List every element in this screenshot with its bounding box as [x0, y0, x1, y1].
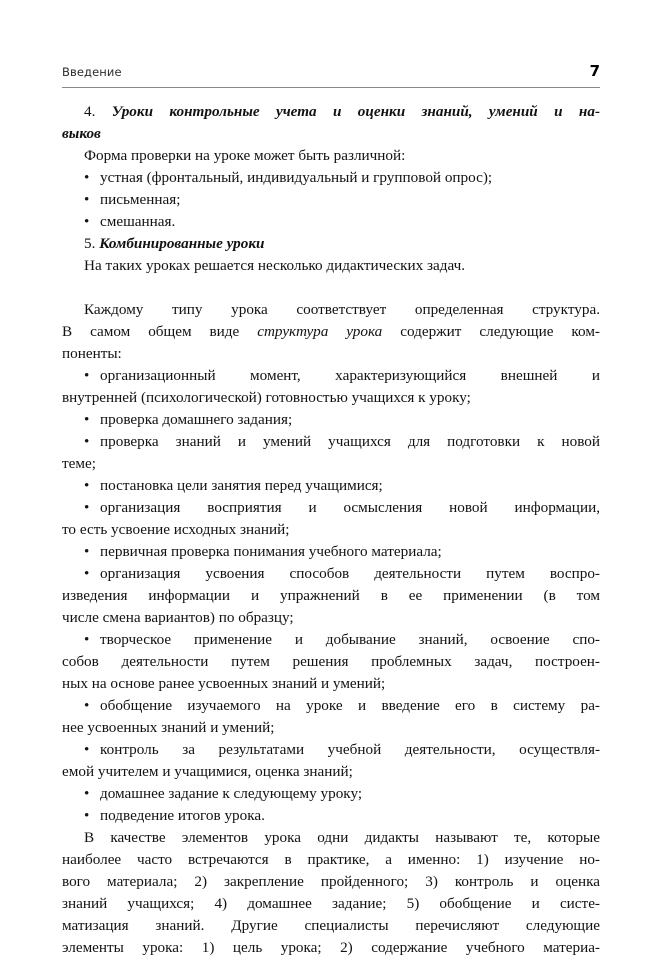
bullet-icon: • — [84, 543, 90, 560]
list-item-text: контроль за результатами учебной деятельности, осуществля- — [100, 741, 600, 758]
list-item-text: творческое применение и добывание знаний, освоение спо- — [100, 631, 600, 648]
list-item-text: организация усвоения способов деятельности путем воспро- — [100, 565, 600, 582]
bullet-icon: • — [84, 367, 90, 384]
list-item-text: домашнее задание к следующему уроку; — [100, 785, 363, 802]
list-item-text: подведение итогов урока. — [100, 807, 265, 824]
list-item-text: организационный момент, характеризующийся внешней и — [100, 367, 600, 384]
paragraph-structure-line-2-prefix: В самом общем виде — [62, 323, 258, 340]
section-5-heading — [62, 233, 600, 255]
paragraph-elements-line: вого материала; 2) закрепление пройденного; 3) контроль и оценка — [62, 873, 600, 890]
paragraph-elements-line: элементы урока: 1) цель урока; 2) содержание учебного материа- — [62, 939, 600, 956]
list-item-continuation: числе смена вариантов) по образцу; — [62, 609, 294, 626]
bullet-icon: • — [84, 807, 90, 824]
list-item — [62, 563, 600, 585]
list-item — [62, 167, 600, 189]
paragraph-elements-line: матизация знаний. Другие специалисты перечисляют следующие — [62, 917, 600, 934]
bullet-icon: • — [84, 499, 90, 516]
paragraph-structure-line-2-suffix: содержит следующие ком- — [382, 323, 600, 340]
list-item-text: устная (фронтальный, индивидуальный и групповой опрос); — [100, 169, 493, 186]
bullet-icon: • — [84, 565, 90, 582]
list-item-continuation: нее усвоенных знаний и умений; — [62, 719, 275, 736]
section-4-intro — [62, 145, 600, 167]
section-4-heading — [62, 101, 600, 145]
bullet-icon: • — [84, 169, 90, 186]
bullet-icon: • — [84, 433, 90, 450]
section-5-body-text: На таких уроках решается несколько дидактических задач. — [84, 257, 466, 274]
paragraph-gap — [62, 277, 600, 299]
paragraph-elements-line: наиболее часто встречаются в практике, а именно: 1) изучение но- — [62, 851, 600, 868]
list-item-continuation: то есть усвоение исходных знаний; — [62, 521, 290, 538]
list-item-text: первичная проверка понимания учебного материала; — [100, 543, 442, 560]
list-item — [62, 783, 600, 805]
header-rule — [62, 87, 600, 88]
list-item — [62, 431, 600, 453]
section-5-text — [62, 255, 600, 277]
running-header — [62, 62, 600, 80]
list-item-text: смешанная. — [100, 213, 176, 230]
paragraph-elements-line: знаний учащихся; 4) домашнее задание; 5) обобщение и систе- — [62, 895, 600, 912]
section-4-bullet-list — [62, 167, 600, 233]
paragraph-structure-line-1: Каждому типу урока соответствует определенная структура. — [84, 301, 600, 318]
bullet-icon: • — [84, 411, 90, 428]
bullet-icon: • — [84, 213, 90, 230]
list-item-continuation: изведения информации и упражнений в ее применении (в том — [62, 587, 600, 604]
list-item — [62, 189, 600, 211]
list-item — [62, 541, 600, 563]
list-item — [62, 739, 600, 761]
section-4-title-line-1: Уроки контрольные учета и оценки знаний, умений и на- — [111, 103, 600, 120]
page-body — [62, 101, 600, 959]
section-4-title-line-2: выков — [62, 125, 101, 142]
list-item-continuation: внутренней (психологической) готовностью учащихся к уроку; — [62, 389, 471, 406]
list-item-text: организация восприятия и осмысления новой информации, — [100, 499, 600, 516]
list-item — [62, 805, 600, 827]
list-item — [62, 629, 600, 651]
header-section-title: Введение — [62, 65, 122, 79]
list-item — [62, 365, 600, 387]
bullet-icon: • — [84, 477, 90, 494]
page-number: 7 — [589, 62, 600, 80]
paragraph-structure-line-3: поненты: — [62, 345, 122, 362]
list-item — [62, 695, 600, 717]
list-item — [62, 409, 600, 431]
paragraph-elements-line: В качестве элементов урока одни дидакты называют те, которые — [84, 829, 600, 846]
term-struktura-uroka: структура урока — [257, 323, 383, 340]
list-item-text: постановка цели занятия перед учащимися; — [100, 477, 383, 494]
section-4-intro-text: Форма проверки на уроке может быть различной: — [84, 147, 406, 164]
section-4-number: 4. — [84, 103, 96, 120]
paragraph-structure — [62, 299, 600, 365]
list-item-continuation: ных на основе ранее усвоенных знаний и умений; — [62, 675, 386, 692]
list-item-text: письменная; — [100, 191, 181, 208]
list-item-continuation: теме; — [62, 455, 96, 472]
list-item-text: проверка знаний и умений учащихся для подготовки к новой — [100, 433, 600, 450]
bullet-icon: • — [84, 631, 90, 648]
paragraph-elements — [62, 827, 600, 959]
list-item-continuation: собов деятельности путем решения проблемных задач, построен- — [62, 653, 600, 670]
section-5-title: Комбинированные уроки — [99, 235, 265, 252]
list-item-continuation: емой учителем и учащимися, оценка знаний; — [62, 763, 353, 780]
components-bullet-list — [62, 365, 600, 827]
list-item — [62, 475, 600, 497]
list-item — [62, 211, 600, 233]
section-5-number: 5. — [84, 235, 96, 252]
bullet-icon: • — [84, 697, 90, 714]
list-item — [62, 497, 600, 519]
list-item-text: проверка домашнего задания; — [100, 411, 293, 428]
bullet-icon: • — [84, 191, 90, 208]
bullet-icon: • — [84, 741, 90, 758]
bullet-icon: • — [84, 785, 90, 802]
list-item-text: обобщение изучаемого на уроке и введение его в систему ра- — [100, 697, 600, 714]
